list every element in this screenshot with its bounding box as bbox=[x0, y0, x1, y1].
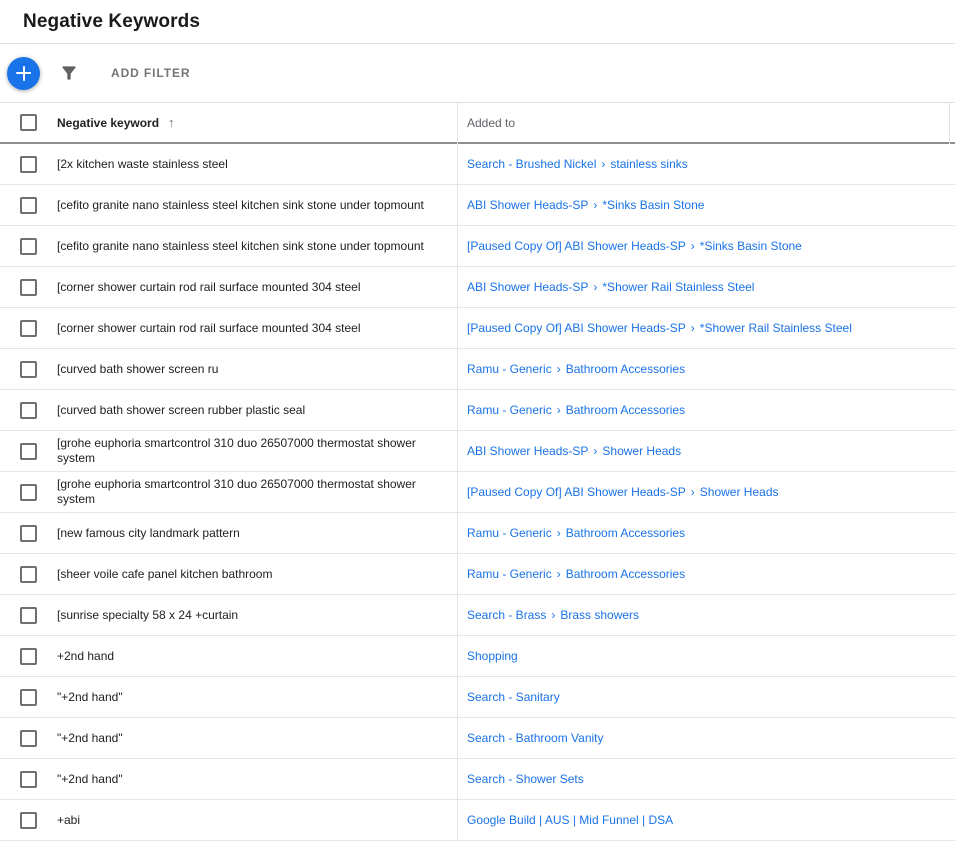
added-to-cell bbox=[449, 157, 955, 171]
table-row bbox=[0, 472, 955, 513]
added-to-campaign-link[interactable]: Google Build | AUS | Mid Funnel | DSA bbox=[467, 813, 674, 827]
breadcrumb-separator-icon: › bbox=[690, 485, 695, 499]
breadcrumb-separator-icon: › bbox=[593, 444, 598, 458]
row-checkbox-cell bbox=[0, 361, 57, 378]
page-title: Negative Keywords bbox=[23, 10, 200, 32]
table-row bbox=[0, 554, 955, 595]
added-to-cell bbox=[449, 813, 955, 827]
added-to-cell bbox=[449, 198, 955, 212]
added-to-adgroup-link[interactable]: Bathroom Accessories bbox=[565, 362, 686, 376]
row-checkbox[interactable] bbox=[20, 361, 37, 378]
row-checkbox[interactable] bbox=[20, 320, 37, 337]
select-all-checkbox[interactable] bbox=[20, 114, 37, 131]
table-header-row bbox=[0, 103, 955, 144]
row-checkbox-cell bbox=[0, 279, 57, 296]
added-to-campaign-link[interactable]: [Paused Copy Of] ABI Shower Heads-SP bbox=[467, 485, 686, 499]
added-to-cell bbox=[449, 772, 955, 786]
added-to-campaign-link[interactable]: Ramu - Generic bbox=[467, 362, 552, 376]
filter-funnel-icon[interactable] bbox=[59, 63, 79, 83]
added-to-campaign-link[interactable]: [Paused Copy Of] ABI Shower Heads-SP bbox=[467, 321, 686, 335]
added-to-cell bbox=[449, 608, 955, 622]
added-to-campaign-link[interactable]: Search - Brass bbox=[467, 608, 547, 622]
added-to-adgroup-link[interactable]: *Sinks Basin Stone bbox=[699, 239, 802, 253]
added-to-campaign-link[interactable]: Ramu - Generic bbox=[467, 403, 552, 417]
added-to-campaign-link[interactable]: Search - Brushed Nickel bbox=[467, 157, 597, 171]
row-checkbox-cell bbox=[0, 566, 57, 583]
row-checkbox-cell bbox=[0, 197, 57, 214]
toolbar bbox=[0, 44, 955, 103]
added-to-campaign-link[interactable]: ABI Shower Heads-SP bbox=[467, 280, 589, 294]
table-row bbox=[0, 226, 955, 267]
row-checkbox-cell bbox=[0, 525, 57, 542]
added-to-cell bbox=[449, 731, 955, 745]
row-checkbox[interactable] bbox=[20, 484, 37, 501]
table-row bbox=[0, 431, 955, 472]
breadcrumb-separator-icon: › bbox=[690, 239, 695, 253]
row-checkbox[interactable] bbox=[20, 730, 37, 747]
row-checkbox[interactable] bbox=[20, 689, 37, 706]
row-checkbox[interactable] bbox=[20, 771, 37, 788]
added-to-campaign-link[interactable]: [Paused Copy Of] ABI Shower Heads-SP bbox=[467, 239, 686, 253]
added-to-campaign-link[interactable]: Search - Shower Sets bbox=[467, 772, 584, 786]
added-to-cell bbox=[449, 526, 955, 540]
table-row bbox=[0, 595, 955, 636]
negative-keyword-text: "+2nd hand" bbox=[57, 689, 123, 704]
header-checkbox-cell bbox=[0, 114, 57, 131]
added-to-adgroup-link[interactable]: Brass showers bbox=[560, 608, 640, 622]
breadcrumb-separator-icon: › bbox=[593, 280, 598, 294]
breadcrumb-separator-icon: › bbox=[556, 362, 561, 376]
sort-ascending-icon: ↑ bbox=[168, 115, 175, 130]
added-to-cell bbox=[449, 485, 955, 499]
row-checkbox[interactable] bbox=[20, 566, 37, 583]
table-row bbox=[0, 185, 955, 226]
negative-keyword-text: [2x kitchen waste stainless steel bbox=[57, 156, 228, 171]
table-body bbox=[0, 144, 955, 841]
added-to-adgroup-link[interactable]: *Sinks Basin Stone bbox=[602, 198, 705, 212]
row-checkbox[interactable] bbox=[20, 648, 37, 665]
negative-keyword-text: [corner shower curtain rod rail surface mounted 304 steel bbox=[57, 279, 361, 294]
column-header-label: Added to bbox=[467, 115, 516, 130]
row-checkbox-cell bbox=[0, 320, 57, 337]
table-row bbox=[0, 636, 955, 677]
added-to-adgroup-link[interactable]: *Shower Rail Stainless Steel bbox=[699, 321, 852, 335]
negative-keyword-text: [sunrise specialty 58 x 24 +curtain bbox=[57, 607, 239, 622]
added-to-cell bbox=[449, 362, 955, 376]
table-row bbox=[0, 267, 955, 308]
added-to-campaign-link[interactable]: Shopping bbox=[467, 649, 518, 663]
row-checkbox[interactable] bbox=[20, 607, 37, 624]
negative-keyword-text: [grohe euphoria smartcontrol 310 duo 26507000 thermostat shower system bbox=[57, 436, 416, 465]
added-to-campaign-link[interactable]: Search - Sanitary bbox=[467, 690, 560, 704]
breadcrumb-separator-icon: › bbox=[601, 157, 606, 171]
added-to-cell bbox=[449, 280, 955, 294]
added-to-cell bbox=[449, 690, 955, 704]
negative-keyword-text: [grohe euphoria smartcontrol 310 duo 26507000 thermostat shower system bbox=[57, 477, 416, 506]
row-checkbox-cell bbox=[0, 771, 57, 788]
table-row bbox=[0, 144, 955, 185]
table-row bbox=[0, 308, 955, 349]
added-to-campaign-link[interactable]: Search - Bathroom Vanity bbox=[467, 731, 604, 745]
breadcrumb-separator-icon: › bbox=[556, 526, 561, 540]
negative-keywords-table bbox=[0, 103, 955, 841]
added-to-campaign-link[interactable]: Ramu - Generic bbox=[467, 567, 552, 581]
row-checkbox[interactable] bbox=[20, 197, 37, 214]
added-to-campaign-link[interactable]: ABI Shower Heads-SP bbox=[467, 198, 589, 212]
table-row bbox=[0, 677, 955, 718]
column-header-label: Negative keyword bbox=[57, 115, 160, 130]
added-to-cell bbox=[449, 321, 955, 335]
breadcrumb-separator-icon: › bbox=[551, 608, 556, 622]
breadcrumb-separator-icon: › bbox=[593, 198, 598, 212]
table-row bbox=[0, 800, 955, 841]
added-to-cell bbox=[449, 567, 955, 581]
added-to-adgroup-link[interactable]: stainless sinks bbox=[610, 157, 688, 171]
column-header-added-to[interactable] bbox=[449, 116, 955, 130]
added-to-adgroup-link[interactable]: *Shower Rail Stainless Steel bbox=[602, 280, 755, 294]
table-row bbox=[0, 513, 955, 554]
table-row bbox=[0, 390, 955, 431]
negative-keyword-text: [cefito granite nano stainless steel kitchen sink stone under topmount bbox=[57, 238, 424, 253]
added-to-campaign-link[interactable]: Ramu - Generic bbox=[467, 526, 552, 540]
added-to-cell bbox=[449, 239, 955, 253]
row-checkbox-cell bbox=[0, 238, 57, 255]
table-row bbox=[0, 718, 955, 759]
column-divider bbox=[457, 103, 458, 841]
negative-keyword-text: [sheer voile cafe panel kitchen bathroom bbox=[57, 566, 273, 581]
negative-keyword-text: +abi bbox=[57, 812, 81, 827]
row-checkbox-cell bbox=[0, 443, 57, 460]
negative-keyword-text: +2nd hand bbox=[57, 648, 115, 663]
row-checkbox-cell bbox=[0, 689, 57, 706]
row-checkbox[interactable] bbox=[20, 238, 37, 255]
added-to-campaign-link[interactable]: ABI Shower Heads-SP bbox=[467, 444, 589, 458]
row-checkbox-cell bbox=[0, 484, 57, 501]
negative-keyword-text: [corner shower curtain rod rail surface mounted 304 steel bbox=[57, 320, 361, 335]
negative-keyword-text: [cefito granite nano stainless steel kitchen sink stone under topmount bbox=[57, 197, 424, 212]
table-row bbox=[0, 349, 955, 390]
negative-keyword-text: [curved bath shower screen rubber plastic seal bbox=[57, 402, 306, 417]
row-checkbox-cell bbox=[0, 402, 57, 419]
breadcrumb-separator-icon: › bbox=[690, 321, 695, 335]
row-checkbox[interactable] bbox=[20, 402, 37, 419]
added-to-adgroup-link[interactable]: Bathroom Accessories bbox=[565, 567, 686, 581]
row-checkbox-cell bbox=[0, 607, 57, 624]
row-checkbox[interactable] bbox=[20, 812, 37, 829]
row-checkbox[interactable] bbox=[20, 279, 37, 296]
row-checkbox[interactable] bbox=[20, 443, 37, 460]
added-to-adgroup-link[interactable]: Shower Heads bbox=[602, 444, 682, 458]
row-checkbox-cell bbox=[0, 648, 57, 665]
added-to-cell bbox=[449, 649, 955, 663]
row-checkbox-cell bbox=[0, 730, 57, 747]
added-to-adgroup-link[interactable]: Shower Heads bbox=[699, 485, 779, 499]
negative-keyword-text: [curved bath shower screen ru bbox=[57, 361, 219, 376]
table-row bbox=[0, 759, 955, 800]
add-filter-button[interactable]: ADD FILTER bbox=[111, 66, 191, 80]
added-to-adgroup-link[interactable]: Bathroom Accessories bbox=[565, 526, 686, 540]
breadcrumb-separator-icon: › bbox=[556, 403, 561, 417]
row-checkbox-cell bbox=[0, 156, 57, 173]
breadcrumb-separator-icon: › bbox=[556, 567, 561, 581]
column-header-negative-keyword[interactable] bbox=[57, 115, 449, 130]
added-to-cell bbox=[449, 403, 955, 417]
add-negative-keyword-button[interactable] bbox=[7, 57, 40, 90]
added-to-adgroup-link[interactable]: Bathroom Accessories bbox=[565, 403, 686, 417]
page-header bbox=[0, 0, 955, 44]
negative-keyword-text: "+2nd hand" bbox=[57, 730, 123, 745]
added-to-cell bbox=[449, 444, 955, 458]
negative-keyword-text: "+2nd hand" bbox=[57, 771, 123, 786]
negative-keyword-text: [new famous city landmark pattern bbox=[57, 525, 240, 540]
column-divider bbox=[949, 103, 950, 144]
row-checkbox-cell bbox=[0, 812, 57, 829]
row-checkbox[interactable] bbox=[20, 525, 37, 542]
row-checkbox[interactable] bbox=[20, 156, 37, 173]
